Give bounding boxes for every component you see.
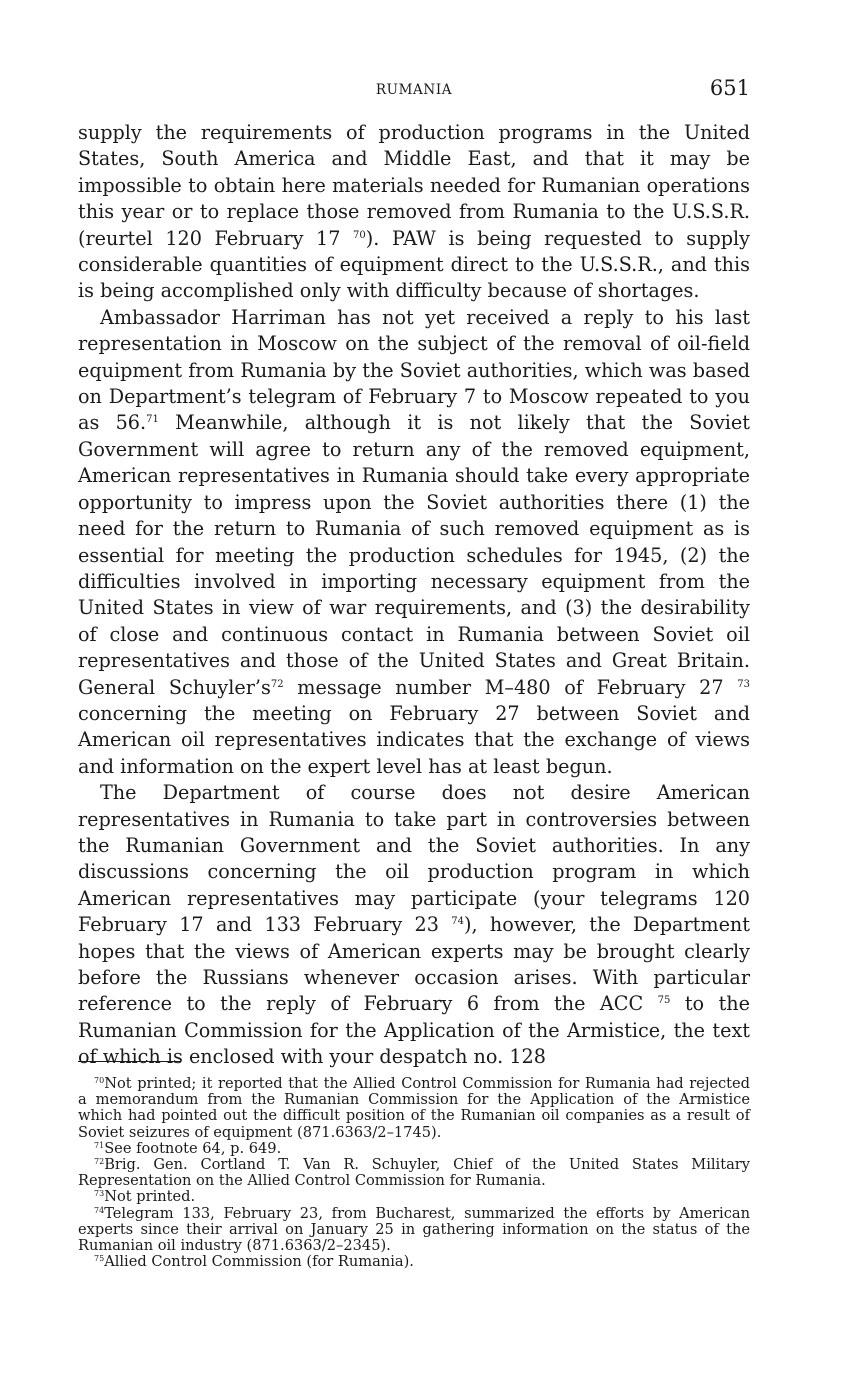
body-text bbox=[78, 120, 750, 1071]
footnote-ref: 75 bbox=[657, 995, 671, 1007]
text-run: Meanwhile, although it is not likely that the Soviet Government will agree to return any of the removed equipment, American representatives in Rumania should take every appropriate opportunity to impress upon the Soviet authorities there (1) the need for the return to Rumania of such removed equipment as is essential for meeting the production schedules for 1945, (2) the difficulties involved in importing necessary equipment from the United States in view of war requirements, and (3) the desirability of close and continuous contact in Rumania between Soviet oil representatives and those of the United States and Great Britain. General Schuyler’s bbox=[78, 411, 750, 699]
footnote-ref: 71 bbox=[146, 414, 159, 426]
footnote bbox=[78, 1189, 750, 1205]
footnote-number: 75 bbox=[94, 1254, 105, 1264]
page-header bbox=[78, 76, 750, 106]
footnote-divider bbox=[78, 1061, 180, 1062]
footnote-ref: 72 bbox=[270, 678, 284, 690]
footnote-number: 70 bbox=[94, 1076, 105, 1085]
text-run: ), however, the Department hopes that the views of American experts may be brought clearly before the Russians whenever occasion arises. With particular reference to the reply of February 6 from the ACC bbox=[78, 913, 750, 1016]
text-run: to the Rumanian Commission for the Application of the Armistice, the text of which is enclosed with your despatch no. 128 bbox=[78, 992, 750, 1069]
paragraph bbox=[78, 120, 750, 305]
paragraph bbox=[78, 305, 750, 780]
footnote-text: Not printed; it reported that the Allied Control Commission for Rumania had rejected a memorandum from the Rumanian Commission for the Application of the Armistice which had pointed out the difficult position of the Rumanian oil companies as a result of Soviet seizures of equipment (871.6363/2–1745). bbox=[78, 1075, 750, 1141]
text-run: supply the requirements of production programs in the United States, South America and Middle East, and that it may be impossible to obtain here materials needed for Rumanian operations this year or to replace those removed from Rumania to the U.S.S.R. (reurtel 120 February 17 bbox=[78, 121, 750, 250]
footnote-text: See footnote 64, p. 649. bbox=[104, 1139, 282, 1157]
footnote-ref: 74 bbox=[451, 916, 464, 928]
footnote-number: 71 bbox=[94, 1140, 105, 1150]
footnote-text: Telegram 133, February 23, from Bucharest, summarized the efforts by American experts since their arrival on January 25 in gathering information on the status of the Rumanian oil industry (871.6363/2–2345). bbox=[78, 1204, 750, 1255]
footnote bbox=[78, 1206, 750, 1255]
footnote bbox=[78, 1076, 750, 1141]
footnote-number: 74 bbox=[94, 1205, 105, 1215]
text-run: concerning the meeting on February 27 between Soviet and American oil representatives indicates that the exchange of views and information on the expert level has at least begun. bbox=[78, 701, 750, 778]
footnote bbox=[78, 1141, 750, 1157]
footnote-number: 72 bbox=[94, 1157, 105, 1167]
text-run: ). PAW is being requested to supply considerable quantities of equipment direct to the U.S.S.R., and this is being accomplished only with difficulty because of shortages. bbox=[78, 226, 750, 303]
text-run: Ambassador Harriman has not yet received a reply to his last representation in Moscow on the subject of the removal of oil-field equipment from Rumania by the Soviet authorities, which was based on Department’s telegram of February 7 to Moscow repeated to you as 56. bbox=[78, 305, 750, 435]
footnote-text: Allied Control Commission (for Rumania). bbox=[104, 1253, 414, 1271]
footnotes bbox=[78, 1076, 750, 1270]
footnote bbox=[78, 1254, 750, 1270]
page-number: 651 bbox=[709, 76, 750, 100]
running-head: RUMANIA bbox=[375, 82, 453, 98]
footnote-number: 73 bbox=[94, 1189, 105, 1199]
footnote bbox=[78, 1157, 750, 1189]
text-run: The Department of course does not desire American representatives in Rumania to take part in controversies between the Rumanian Government and the Soviet authorities. In any discussions concerning the oil production program in which American representatives may participate (your telegrams 120 February 17 and 133 February 23 bbox=[78, 781, 750, 937]
footnote-text: Brig. Gen. Cortland T. Van R. Schuyler, Chief of the United States Military Representation on the Allied Control Commission for Rumania. bbox=[78, 1156, 750, 1190]
footnote-ref: 70 bbox=[353, 229, 366, 241]
paragraph bbox=[78, 780, 750, 1070]
text-run: message number M–480 of February 27 bbox=[283, 675, 738, 699]
footnote-text: Not printed. bbox=[104, 1188, 196, 1206]
footnote-ref: 73 bbox=[737, 678, 750, 690]
